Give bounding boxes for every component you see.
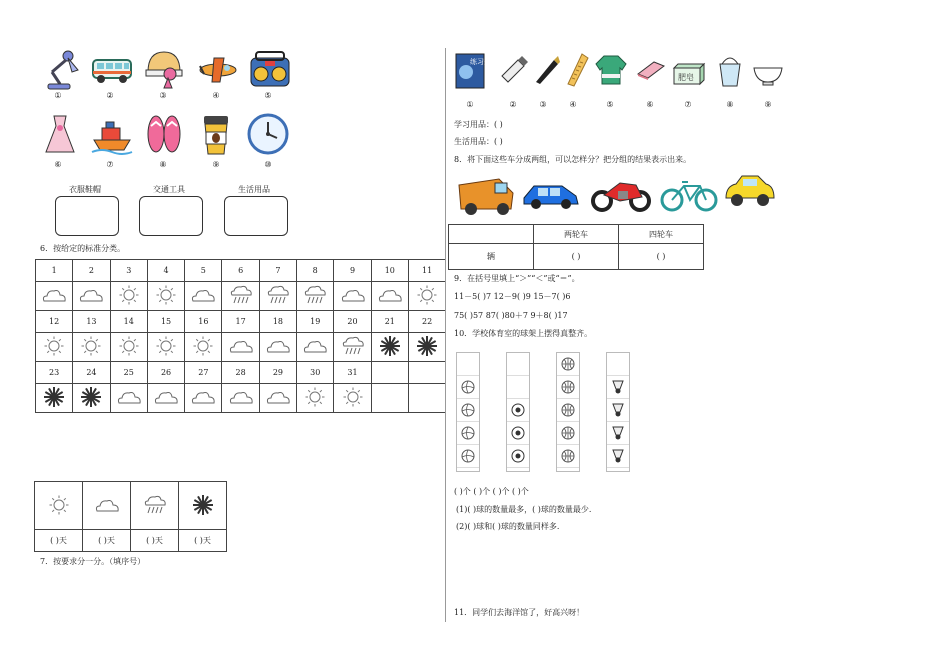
item-number: ④ (212, 91, 220, 100)
weather-tally-table (34, 481, 227, 552)
day-weather-cell (408, 384, 445, 413)
day-number-cell: 22 (408, 311, 445, 333)
item-number: ⑦ (106, 160, 114, 169)
rack-slot (557, 353, 579, 376)
rack-slot (507, 422, 529, 445)
day-number-cell: 12 (36, 311, 73, 333)
day-number-cell: 29 (259, 362, 296, 384)
rack-slot (507, 353, 529, 376)
day-number-cell: 27 (185, 362, 222, 384)
item-number: ① (54, 91, 62, 100)
rack-slot (557, 376, 579, 399)
cloudy-icon (190, 388, 216, 406)
day-weather-cell (147, 384, 184, 413)
item-number: ④ (569, 100, 577, 109)
category-label-living: 生活用品 (238, 185, 270, 194)
cloudy-icon (94, 496, 120, 514)
snow-icon (192, 494, 214, 516)
tally-snow-cell (179, 482, 227, 530)
day-number-cell: 25 (110, 362, 147, 384)
tally-cloudy-cell (83, 482, 131, 530)
item-number: ③ (539, 100, 547, 109)
rack-column (556, 352, 580, 472)
rack-slot (557, 445, 579, 468)
tally-sunny-cell (35, 482, 83, 530)
day-number-cell (408, 362, 445, 384)
basketball-icon (561, 426, 575, 440)
day-weather-cell (185, 282, 222, 311)
day-weather-cell (222, 282, 259, 311)
volleyball-icon (461, 449, 475, 463)
snow-icon (416, 335, 438, 357)
ball-count-line[interactable]: ( )个 ( )个 ( )个 ( )个 (454, 487, 529, 496)
sunny-icon (49, 495, 69, 515)
day-weather-cell (334, 384, 371, 413)
item-number: ⑥ (54, 160, 62, 169)
study-supplies-answer[interactable]: 学习用品：( ) (454, 120, 503, 129)
rack-slot (607, 445, 629, 468)
day-number-cell (371, 362, 408, 384)
living-supplies-answer[interactable]: 生活用品：( ) (454, 137, 503, 146)
day-number-cell: 4 (147, 260, 184, 282)
rack-slot (457, 422, 479, 445)
shuttlecock-icon (612, 426, 624, 440)
rack-slot (607, 353, 629, 376)
day-number-cell: 5 (185, 260, 222, 282)
desk-lamp-icon (38, 48, 82, 92)
day-number-cell: 19 (297, 311, 334, 333)
ship-icon (90, 114, 134, 158)
item-number: ⑨ (212, 160, 220, 169)
day-weather-cell (334, 282, 371, 311)
cloudy-icon (41, 286, 67, 304)
day-number-cell: 6 (222, 260, 259, 282)
sunny-icon (156, 336, 176, 356)
item-number: ② (509, 100, 517, 109)
rack-column (506, 352, 530, 472)
cloudy-icon (340, 286, 366, 304)
rack-slot (507, 445, 529, 468)
day-number-cell: 28 (222, 362, 259, 384)
table-header-four-wheel: 四轮车 (619, 225, 704, 244)
tally-sunny-days[interactable]: ( )天 (35, 530, 83, 552)
rack-slot (457, 399, 479, 422)
eraser-icon (634, 58, 668, 82)
day-number-cell: 2 (73, 260, 110, 282)
rack-slot (607, 399, 629, 422)
day-number-cell: 21 (371, 311, 408, 333)
ruler-icon (564, 52, 590, 88)
day-number-cell: 31 (334, 362, 371, 384)
item-number: ⑧ (726, 100, 734, 109)
day-weather-cell (371, 384, 408, 413)
day-weather-cell (147, 282, 184, 311)
category-answer-box-living[interactable] (224, 196, 288, 236)
basketball-icon (561, 357, 575, 371)
day-weather-cell (36, 384, 73, 413)
day-weather-cell (371, 333, 408, 362)
rainy-icon (143, 494, 167, 516)
rainy-icon (303, 284, 327, 306)
car-blue-icon (522, 178, 580, 212)
day-number-cell: 30 (297, 362, 334, 384)
workbook-icon (454, 52, 491, 90)
day-number-cell: 14 (110, 311, 147, 333)
sunny-icon (417, 285, 437, 305)
sunny-icon (156, 285, 176, 305)
snow-icon (43, 386, 65, 408)
column-divider (445, 48, 446, 622)
shuttlecock-icon (612, 403, 624, 417)
category-label-clothing: 衣服鞋帽 (69, 185, 101, 194)
rack-slot (607, 422, 629, 445)
cloudy-icon (190, 286, 216, 304)
day-number-cell: 9 (334, 260, 371, 282)
hat-icon (142, 46, 186, 90)
day-weather-cell (222, 333, 259, 362)
cloudy-icon (302, 337, 328, 355)
tally-cloudy-days[interactable]: ( )天 (83, 530, 131, 552)
item-number: ⑨ (764, 100, 772, 109)
day-number-cell: 20 (334, 311, 371, 333)
rainy-icon (341, 335, 365, 357)
tally-rainy-cell (131, 482, 179, 530)
day-weather-cell (259, 384, 296, 413)
item-number: ① (466, 100, 474, 109)
day-weather-cell (73, 282, 110, 311)
rack-slot (507, 399, 529, 422)
day-weather-cell (147, 333, 184, 362)
fountain-pen-icon (532, 54, 562, 86)
category-answer-box-clothing[interactable] (55, 196, 119, 236)
cloudy-icon (153, 388, 179, 406)
day-number-cell: 24 (73, 362, 110, 384)
item-number: ⑥ (646, 100, 654, 109)
volleyball-icon (461, 380, 475, 394)
shuttlecock-icon (612, 449, 624, 463)
question-10-title: 10．学校体育室的球架上摆得真整齐。 (454, 329, 593, 338)
vehicle-grouping-table (448, 224, 704, 270)
day-number-cell: 17 (222, 311, 259, 333)
tally-snow-days[interactable]: ( )天 (179, 530, 227, 552)
rack-slot (507, 376, 529, 399)
day-weather-cell (185, 384, 222, 413)
day-weather-cell (259, 282, 296, 311)
day-number-cell: 16 (185, 311, 222, 333)
question-11-title: 11．同学们去海洋馆了，好高兴呀！ (454, 608, 585, 617)
day-number-cell: 23 (36, 362, 73, 384)
volleyball-icon (461, 426, 475, 440)
day-weather-cell (297, 333, 334, 362)
cloudy-icon (116, 388, 142, 406)
day-number-cell: 10 (371, 260, 408, 282)
cloudy-icon (228, 337, 254, 355)
airplane-icon (196, 48, 240, 92)
day-weather-cell (110, 282, 147, 311)
soap-label: 肥皂 (678, 73, 694, 82)
glue-tube-icon (498, 56, 528, 86)
day-weather-cell (185, 333, 222, 362)
day-number-cell: 18 (259, 311, 296, 333)
soccer-ball-icon (511, 403, 525, 417)
day-weather-cell (408, 282, 445, 311)
day-weather-cell (110, 333, 147, 362)
motorcycle-icon (590, 173, 652, 213)
sunny-icon (343, 387, 363, 407)
compare-line-2[interactable]: 75( )57 87( )80＋7 9＋8( )17 (454, 311, 568, 320)
sunny-icon (119, 285, 139, 305)
day-weather-cell (222, 384, 259, 413)
day-weather-cell (408, 333, 445, 362)
rack-slot (557, 399, 579, 422)
bus-icon (90, 48, 134, 92)
sunny-icon (305, 387, 325, 407)
day-weather-cell (297, 282, 334, 311)
day-number-cell: 8 (297, 260, 334, 282)
table-header-blank (449, 225, 534, 244)
item-number: ③ (159, 91, 167, 100)
dress-icon (38, 112, 82, 156)
tally-rainy-days[interactable]: ( )天 (131, 530, 179, 552)
item-number: ⑤ (606, 100, 614, 109)
day-number-cell: 15 (147, 311, 184, 333)
cloudy-icon (265, 388, 291, 406)
day-weather-cell (297, 384, 334, 413)
four-wheel-count-answer[interactable]: ( ) (619, 244, 704, 270)
coffee-cup-icon (194, 112, 238, 156)
category-label-transport: 交通工具 (153, 185, 185, 194)
question-10-part-2[interactable]: (2)( )球和( )球的数量同样多. (456, 522, 560, 531)
cloudy-icon (78, 286, 104, 304)
day-number-cell: 13 (73, 311, 110, 333)
sunny-icon (193, 336, 213, 356)
sunny-icon (44, 336, 64, 356)
day-weather-cell (110, 384, 147, 413)
question-10-part-1[interactable]: (1)( )球的数量最多，( )球的数量最少. (456, 505, 592, 514)
rack-slot (457, 353, 479, 376)
day-number-cell: 1 (36, 260, 73, 282)
item-number: ⑩ (264, 160, 272, 169)
car-yellow-icon (722, 172, 776, 212)
item-number: ⑧ (159, 160, 167, 169)
rack-column (456, 352, 480, 472)
sunny-icon (81, 336, 101, 356)
row-label-vehicles: 辆 (449, 244, 534, 270)
day-weather-cell (73, 384, 110, 413)
basketball-icon (561, 403, 575, 417)
weather-calendar-table (35, 259, 446, 413)
volleyball-icon (461, 403, 475, 417)
bicycle-icon (660, 176, 718, 212)
rainy-icon (266, 284, 290, 306)
bucket-icon (716, 52, 744, 88)
day-weather-cell (36, 333, 73, 362)
clock-icon (246, 112, 290, 156)
soccer-ball-icon (511, 449, 525, 463)
rack-slot (607, 376, 629, 399)
soccer-ball-icon (511, 426, 525, 440)
category-answer-box-transport[interactable] (139, 196, 203, 236)
question-6-title: 6．按给定的标准分类。 (40, 244, 126, 253)
rainy-icon (229, 284, 253, 306)
basketball-icon (561, 449, 575, 463)
two-wheel-count-answer[interactable]: ( ) (534, 244, 619, 270)
day-weather-cell (371, 282, 408, 311)
day-weather-cell (36, 282, 73, 311)
rack-slot (457, 445, 479, 468)
day-number-cell: 11 (408, 260, 445, 282)
bowl-icon (752, 62, 784, 86)
question-7-title: 7．按要求分一分。（填序号） (40, 557, 146, 566)
soap-icon (670, 56, 708, 88)
item-number: ⑤ (264, 91, 272, 100)
flip-flops-icon (142, 112, 186, 156)
van-icon (455, 173, 517, 217)
table-header-two-wheel: 两轮车 (534, 225, 619, 244)
day-weather-cell (334, 333, 371, 362)
sunny-icon (119, 336, 139, 356)
cloudy-icon (228, 388, 254, 406)
question-9-title: 9．在括号里填上“＞”“＜”或“＝”。 (454, 274, 580, 283)
workbook-label: 练习册 (470, 58, 491, 66)
day-number-cell: 3 (110, 260, 147, 282)
cloudy-icon (377, 286, 403, 304)
item-number: ② (106, 91, 114, 100)
rack-slot (457, 376, 479, 399)
day-number-cell: 7 (259, 260, 296, 282)
day-number-cell: 26 (147, 362, 184, 384)
snow-icon (80, 386, 102, 408)
radio-icon (248, 48, 292, 92)
item-number: ⑦ (684, 100, 692, 109)
rack-column (606, 352, 630, 472)
basketball-icon (561, 380, 575, 394)
sweater-icon (594, 54, 628, 86)
day-weather-cell (73, 333, 110, 362)
rack-slot (557, 422, 579, 445)
ball-rack (456, 352, 642, 476)
question-8-title: 8．将下面这些车分成两组，可以怎样分？把分组的结果表示出来。 (454, 155, 692, 164)
compare-line-1[interactable]: 11－5( )7 12－9( )9 15－7( )6 (454, 292, 571, 301)
shuttlecock-icon (612, 380, 624, 394)
cloudy-icon (265, 337, 291, 355)
day-weather-cell (259, 333, 296, 362)
snow-icon (379, 335, 401, 357)
